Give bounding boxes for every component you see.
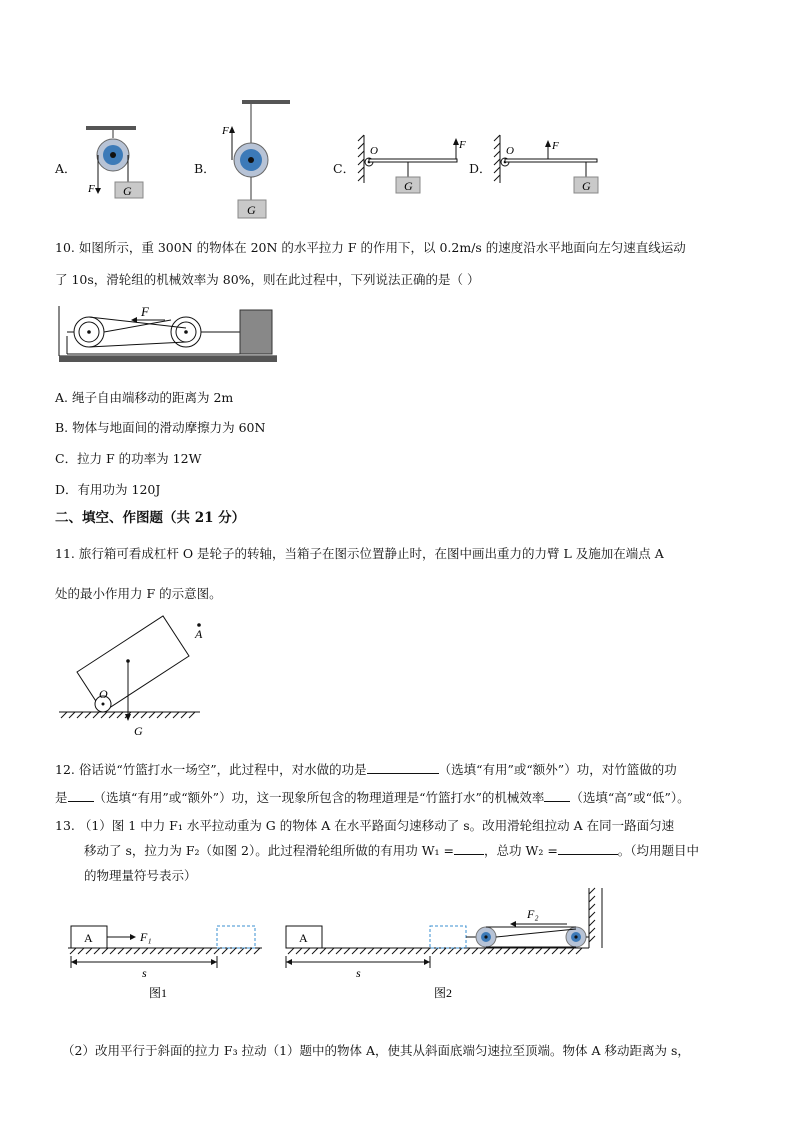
option-a-g: G (123, 184, 132, 198)
q13-fig1-caption: 图1 (149, 986, 168, 1000)
q11-fig-o: O (99, 687, 108, 701)
q13-figure-1 (62, 920, 267, 1002)
q12-blank-3[interactable] (544, 789, 570, 802)
option-b-g: G (247, 203, 256, 217)
q12-line1 (55, 760, 677, 778)
q12-line2 (55, 788, 690, 806)
option-b-f: F (222, 125, 229, 137)
q12-line2-c: （选填“高”或“低”）。 (570, 790, 690, 805)
q13-line2-b: ，总功 W₂ = (484, 843, 558, 858)
option-d-g: G (582, 179, 591, 193)
option-c-f: F (459, 139, 466, 151)
q13-fig2-block: A (299, 931, 308, 945)
option-d-o: O (506, 145, 514, 157)
q13-fig1-force: F₁ (140, 930, 152, 944)
q10-figure (55, 302, 280, 366)
q13-fig1-block: A (84, 931, 93, 945)
q11-fig-a: A (195, 627, 203, 641)
q13-fig2-caption: 图2 (434, 986, 453, 1000)
q13-line2-a: 移动了 s，拉力为 F₂（如图 2）。此过程滑轮组所做的有用功 W₁ = (84, 843, 455, 858)
q13-figure-2 (282, 886, 602, 1002)
q13-fig2-force: F₂ (527, 907, 539, 921)
q13-blank-w1[interactable] (454, 842, 484, 855)
q10-line2: 了 10s，滑轮组的机械效率为 80%，则在此过程中，下列说法正确的是（ ） (55, 272, 480, 287)
option-c-figure (350, 135, 470, 197)
q10-option-a: A. 绳子自由端移动的距离为 2m (55, 390, 234, 405)
q13-line2-c: 。（均用题目中 (617, 843, 700, 858)
option-d-figure (486, 135, 606, 197)
q10-option-b: B. 物体与地面间的滑动摩擦力为 60N (55, 420, 266, 435)
q13-line1: 13. （1）图 1 中力 F₁ 水平拉动重为 G 的物体 A 在水平路面匀速移动了 s。改用滑轮组拉动 A 在同一路面匀速 (55, 818, 675, 833)
q13-fig1-dist: s (142, 966, 147, 980)
option-a-f: F (88, 183, 95, 195)
q13-line3: 的物理量符号表示） (84, 868, 197, 883)
q11-line1: 11. 旅行箱可看成杠杆 O 是轮子的转轴，当箱子在图示位置静止时，在图中画出重力的力臂 L 及施加在端点 A (55, 546, 664, 561)
q10-line1: 10. 如图所示，重 300N 的物体在 20N 的水平拉力 F 的作用下，以 0.2m/s 的速度沿水平地面向左匀速直线运动 (55, 240, 686, 255)
option-d-f: F (552, 140, 559, 152)
option-b-label: B． (194, 161, 216, 176)
q10-fig-f: F (141, 304, 149, 319)
q13-part2: （2）改用平行于斜面的拉力 F₃ 拉动（1）题中的物体 A，使其从斜面底端匀速拉至顶端。物体 A 移动距离为 s， (62, 1043, 690, 1058)
option-c-label: C． (333, 161, 356, 176)
q12-blank-2[interactable] (68, 789, 94, 802)
option-a-figure (80, 122, 150, 208)
q12-line1-a: 12. 俗话说“竹篮打水一场空”，此过程中，对水做的功是 (55, 762, 367, 777)
option-c-o: O (370, 145, 378, 157)
option-c-g: G (404, 179, 413, 193)
q12-blank-1[interactable] (367, 761, 439, 774)
q13-fig2-dist: s (356, 966, 361, 980)
q12-line2-b: （选填“有用”或“额外”）功，这一现象所包含的物理道理是“竹篮打水”的机械效率 (93, 790, 545, 805)
option-b-figure (218, 96, 298, 222)
q13-line2 (84, 841, 699, 859)
q12-line1-b: （选填“有用”或“额外”）功，对竹篮做的功 (438, 762, 677, 777)
q11-figure (55, 612, 205, 742)
option-a-label: A． (55, 161, 77, 176)
q13-blank-w2[interactable] (558, 842, 618, 855)
q10-option-c: C．拉力 F 的功率为 12W (55, 451, 202, 466)
q10-option-d: D．有用功为 120J (55, 482, 161, 497)
q11-line2: 处的最小作用力 F 的示意图。 (55, 586, 222, 601)
q12-line2-a: 是 (55, 790, 68, 805)
q11-fig-g: G (134, 724, 143, 738)
option-d-label: D． (469, 161, 492, 176)
section-2-title: 二、填空、作图题（共 21 分） (55, 510, 246, 526)
